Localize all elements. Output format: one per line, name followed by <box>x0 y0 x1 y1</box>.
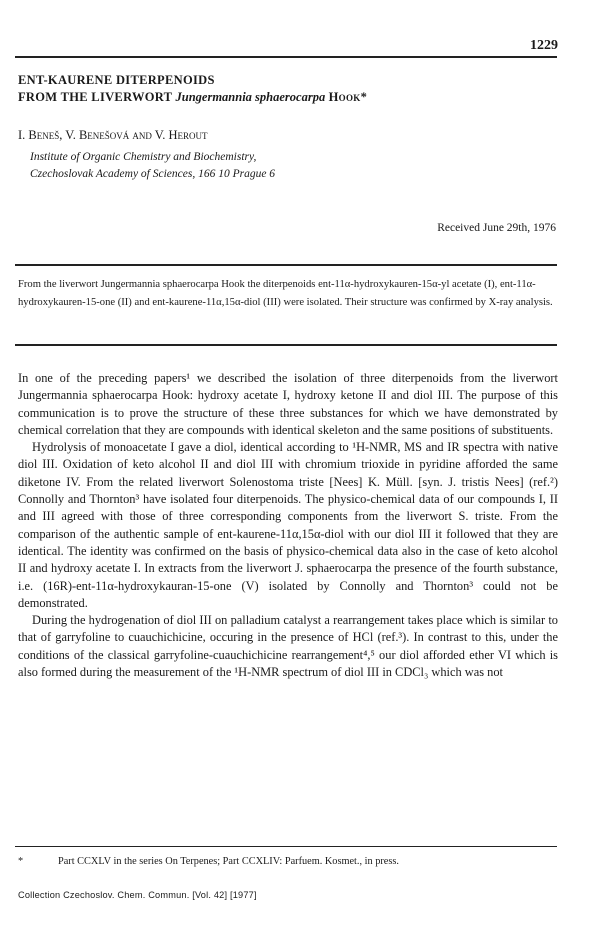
abstract-bottom-rule <box>15 344 557 346</box>
title-author-abbrev: Hook <box>328 90 361 104</box>
title-species: Jungermannia sphaerocarpa <box>175 90 326 104</box>
journal-footer: Collection Czechoslov. Chem. Commun. [Vol. 42] [1977] <box>18 890 257 900</box>
abstract: From the liverwort Jungermannia sphaerocarpa Hook the diterpenoids ent-11α-hydroxykauren-15α-yl acetate (I), ent-11α-hydroxykauren-15-one (II) and ent-kaurene-11α,15α-diol (III) were isolated. Their structure was confirmed by X-ray analysis. <box>18 279 553 308</box>
footnote-mark: * <box>18 856 24 867</box>
body-paragraph-1: In one of the preceding papers¹ we described the isolation of three diterpenoids from the liverwort Jungermannia sphaerocarpa Hook: hydroxy acetate I, hydroxy ketone II and diol III. The purpose of this communication is to prove the structure of these three substances for which we have demonstrated by chemical correlation that they are compounds with identical skeleton and the same positions of substituents. <box>18 371 558 437</box>
page-number: 1229 <box>530 38 558 53</box>
article-title <box>18 72 558 106</box>
body-paragraph-3: During the hydrogenation of diol III on palladium catalyst a rearrangement takes place which is similar to that of garryfoline to cuauchichicine, occuring in the presence of HCl (ref.³). In contrast to this, under the conditions of the classical garryfoline-cuauchichicine rearrangement⁴,⁵ our diol afforded ether VI which is also formed during the measurement of the ¹H-NMR spectrum of diol III in CDCl₃ which was not <box>18 613 558 680</box>
affiliation-line-2: Czechoslovak Academy of Sciences, 166 10 Prague 6 <box>30 168 276 180</box>
footnote-text: Part CCXLV in the series On Terpenes; Part CCXLIV: Parfuem. Kosmet., in press. <box>58 856 399 867</box>
received-date: Received June 29th, 1976 <box>437 222 556 234</box>
authors: I. Beneš, V. Benešová and V. Herout <box>18 128 208 142</box>
abstract-top-rule <box>15 264 557 266</box>
top-rule <box>15 56 557 58</box>
footnote <box>18 856 558 867</box>
affiliation-line-1: Institute of Organic Chemistry and Biochemistry, <box>30 151 257 163</box>
title-footnote-mark: * <box>360 90 368 104</box>
body-paragraph-2: Hydrolysis of monoacetate I gave a diol, identical according to ¹H-NMR, MS and IR spectra with native diol III. Oxidation of keto alcohol II and diol III with chromium trioxide in pyridine afforded the same diketone IV. From the related liverwort Solenostoma triste [Nees] K. Müll. [syn. J. tristis Nees] (ref.²) Connolly and Thornton³ have isolated four diterpenoids. The physico-chemical data of our compounds I, II and III agreed with those of three corresponding components from the liverwort S. triste. From the comparison of the authentic sample of ent-kaurene-11α,15α-diol with our diol III it followed that they are identical. The identity was confirmed on the basis of physico-chemical data also in the case of keto alcohol II and hydroxy acetate I. In extracts from the liverwort J. sphaerocarpa the presence of the fourth substance, i.e. (16R)-ent-11α-hydroxykauran-15-one (V) isolated by Connolly and Thornton³ could not be demonstrated. <box>18 440 558 610</box>
article-body <box>18 370 558 681</box>
footnote-rule <box>15 846 557 847</box>
title-line-2 <box>18 89 558 106</box>
title-line-2-prefix: FROM THE LIVERWORT <box>18 90 176 104</box>
title-line-1: ENT-KAURENE DITERPENOIDS <box>18 73 215 87</box>
affiliation <box>30 149 275 183</box>
